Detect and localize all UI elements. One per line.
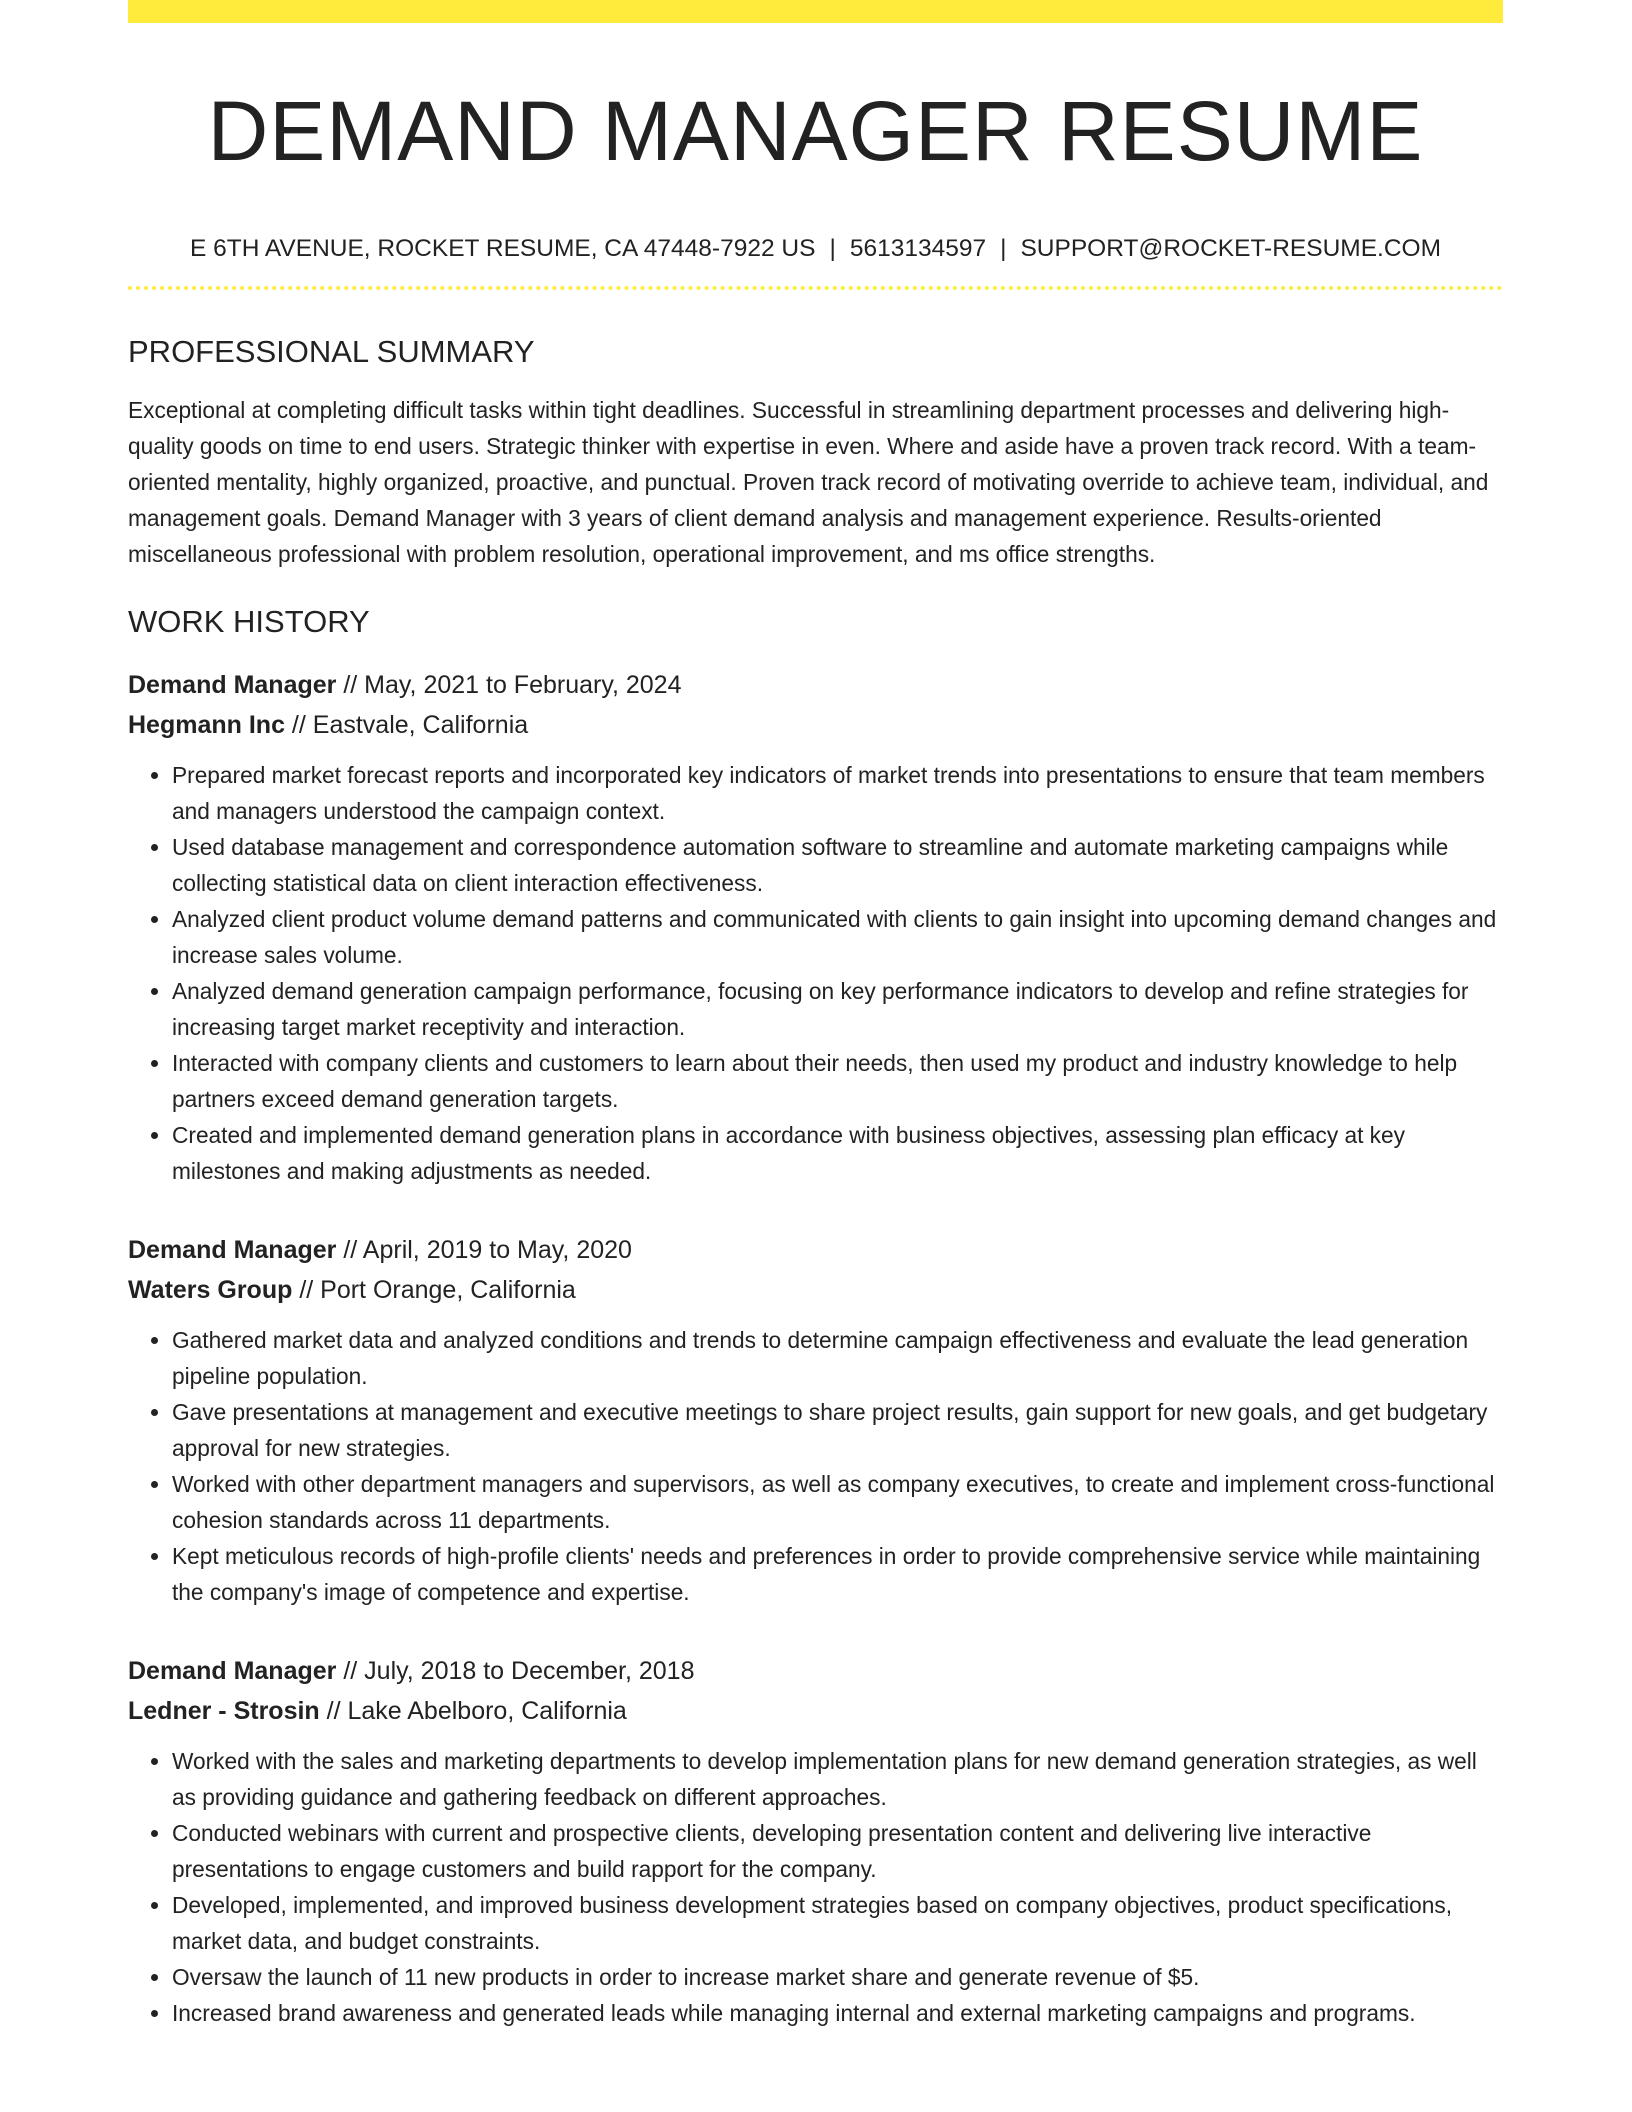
- summary-heading: PROFESSIONAL SUMMARY: [128, 334, 535, 370]
- summary-text: Exceptional at completing difficult tasks within tight deadlines. Successful in streamlining department processes and delivering high-quality goods on time to end users. Strategic thinker with expertise in even. Where and aside have a proven track record. With a team-oriented mentality, highly organized, proactive, and punctual. Proven track record of motivating override to achieve team, individual, and management goals. Demand Manager with 3 years of client demand analysis and management experience. Results-oriented miscellaneous professional with problem resolution, operational improvement, and ms office strengths.: [128, 397, 1489, 568]
- accent-top-bar: [128, 0, 1503, 23]
- job-bullets: [128, 1743, 1503, 2031]
- job-company: Hegmann Inc: [128, 711, 285, 740]
- job-bullet: • Analyzed client product volume demand patterns and communicated with clients to gain insight into upcoming demand changes and increase sales volume.: [172, 901, 1503, 973]
- resume-content: [128, 0, 1503, 2031]
- contact-line: [128, 233, 1503, 265]
- job-bullet: • Increased brand awareness and generated leads while managing internal and external marketing campaigns and programs.: [172, 1995, 1503, 2031]
- job-title: Demand Manager: [128, 1236, 337, 1265]
- job-title: Demand Manager: [128, 671, 337, 700]
- job-bullet: • Kept meticulous records of high-profile clients' needs and preferences in order to provide comprehensive service while maintaining the company's image of competence and expertise.: [172, 1538, 1503, 1610]
- job-location: // Lake Abelboro, California: [319, 1697, 627, 1726]
- job-entry: [128, 665, 1503, 1189]
- job-location: // Eastvale, California: [284, 711, 529, 740]
- job-title: Demand Manager: [128, 1657, 337, 1686]
- resume-title: DEMAND MANAGER RESUME: [207, 84, 1424, 178]
- work-history-heading: WORK HISTORY: [128, 604, 370, 640]
- contact-email: SUPPORT@ROCKET-RESUME.COM: [1020, 235, 1441, 263]
- job-location: // Port Orange, California: [292, 1276, 576, 1305]
- job-company: Waters Group: [128, 1276, 293, 1305]
- job-bullet: • Used database management and correspondence automation software to streamline and automate marketing campaigns while collecting statistical data on client interaction effectiveness.: [172, 829, 1503, 901]
- job-dates: // May, 2021 to February, 2024: [336, 671, 682, 700]
- job-bullet: • Gave presentations at management and executive meetings to share project results, gain support for new goals, and get budgetary approval for new strategies.: [172, 1394, 1503, 1466]
- job-title-line: [128, 1230, 1503, 1270]
- job-bullet: • Prepared market forecast reports and incorporated key indicators of market trends into presentations to ensure that team members and managers understood the campaign context.: [172, 757, 1503, 829]
- job-dates: // July, 2018 to December, 2018: [336, 1657, 695, 1686]
- job-company-line: [128, 1270, 1503, 1310]
- job-bullet: • Developed, implemented, and improved business development strategies based on company objectives, product specifications, market data, and budget constraints.: [172, 1887, 1503, 1959]
- job-title-line: [128, 1651, 1503, 1691]
- job-bullet: • Created and implemented demand generation plans in accordance with business objectives, assessing plan efficacy at key milestones and making adjustments as needed.: [172, 1117, 1503, 1189]
- job-company: Ledner - Strosin: [128, 1697, 320, 1726]
- job-bullet: • Worked with the sales and marketing departments to develop implementation plans for new demand generation strategies, as well as providing guidance and gathering feedback on different approaches.: [172, 1743, 1503, 1815]
- job-bullet: • Conducted webinars with current and prospective clients, developing presentation content and delivering live interactive presentations to engage customers and build rapport for the company.: [172, 1815, 1503, 1887]
- contact-address: E 6TH AVENUE, ROCKET RESUME, CA 47448-7922 US: [189, 235, 816, 263]
- job-bullet: • Interacted with company clients and customers to learn about their needs, then used my product and industry knowledge to help partners exceed demand generation targets.: [172, 1045, 1503, 1117]
- contact-separator: |: [829, 235, 836, 263]
- job-dates: // April, 2019 to May, 2020: [336, 1236, 632, 1265]
- dotted-divider: [128, 286, 1503, 290]
- job-bullet: • Worked with other department managers and supervisors, as well as company executives, to create and implement cross-functional cohesion standards across 11 departments.: [172, 1466, 1503, 1538]
- job-bullet: • Analyzed demand generation campaign performance, focusing on key performance indicators to develop and refine strategies for increasing target market receptivity and interaction.: [172, 973, 1503, 1045]
- contact-phone: 5613134597: [849, 235, 987, 263]
- job-entry: [128, 1651, 1503, 2031]
- job-bullets: [128, 757, 1503, 1189]
- contact-separator: |: [1000, 235, 1007, 263]
- job-entry: [128, 1230, 1503, 1610]
- job-company-line: [128, 705, 1503, 745]
- job-bullets: [128, 1322, 1503, 1610]
- job-bullet: • Gathered market data and analyzed conditions and trends to determine campaign effectiveness and evaluate the lead generation pipeline population.: [172, 1322, 1503, 1394]
- job-company-line: [128, 1691, 1503, 1731]
- job-bullet: • Oversaw the launch of 11 new products in order to increase market share and generate revenue of $5.: [172, 1959, 1503, 1995]
- job-title-line: [128, 665, 1503, 705]
